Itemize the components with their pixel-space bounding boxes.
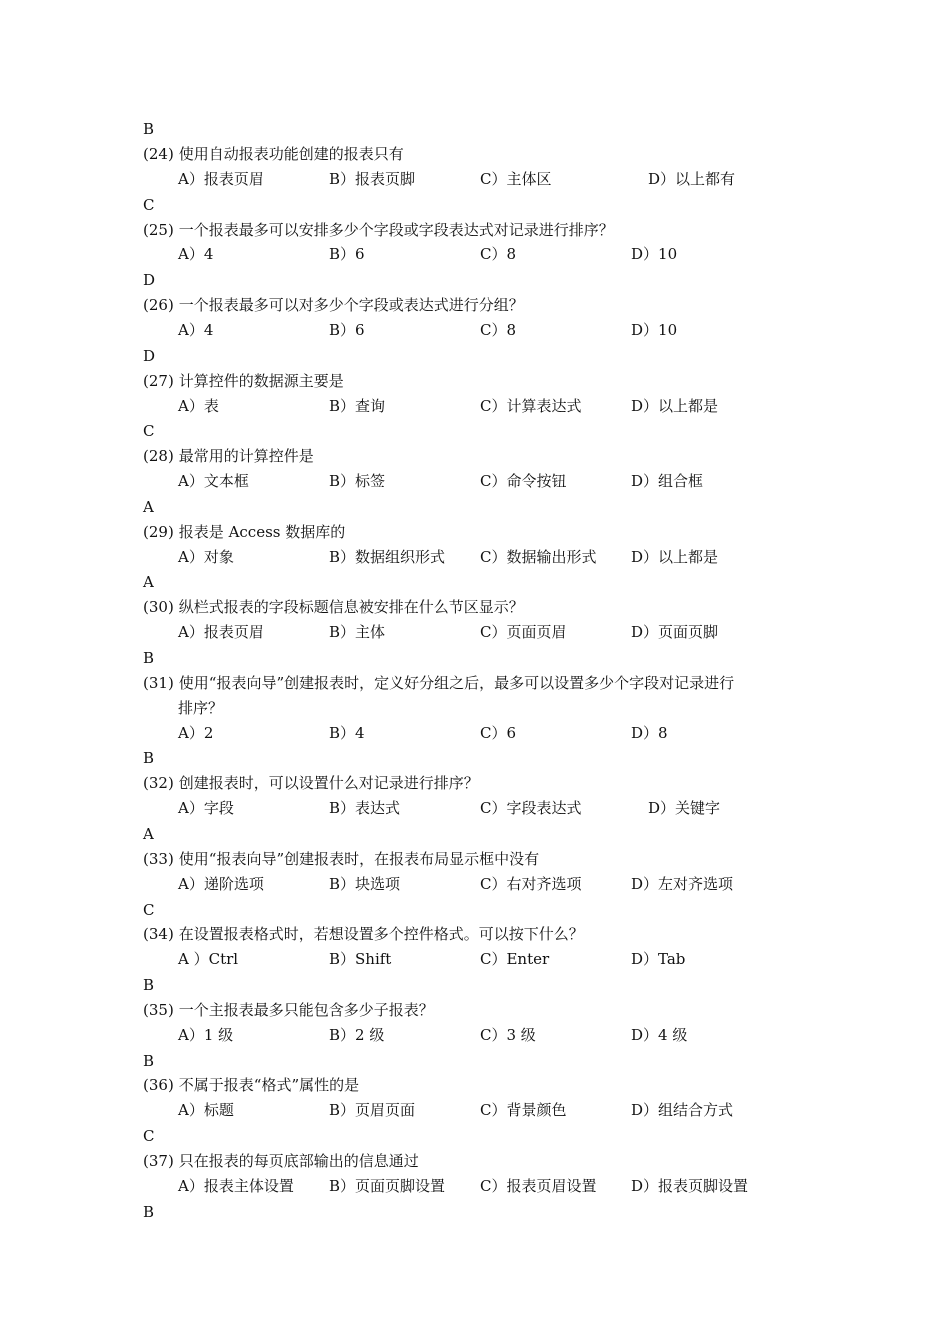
answer-line: B <box>143 649 155 667</box>
option-a: A）2 <box>178 723 214 742</box>
option-a: A）报表页眉 <box>178 623 264 642</box>
answer-line: A <box>143 497 154 516</box>
option-c: C）3 级 <box>480 1025 536 1044</box>
answer-line: D <box>143 346 156 365</box>
option-b: B）表达式 <box>329 799 401 818</box>
question-number: (26) <box>143 296 174 315</box>
question-stem <box>143 218 614 243</box>
question-number: (24) <box>143 145 174 163</box>
question-number: (29) <box>143 522 174 541</box>
option-a: A）表 <box>178 396 219 415</box>
question-number: (35) <box>143 1000 174 1019</box>
question-text: 使用“报表向导”创建报表时，在报表布局显示框中没有 <box>178 849 540 868</box>
question-stem <box>143 369 344 394</box>
option-b: B）Shift <box>329 950 392 969</box>
option-c: C）Enter <box>480 950 550 969</box>
option-d: D）Tab <box>631 950 686 969</box>
answer-line: C <box>143 195 155 214</box>
answer-line: C <box>143 900 155 919</box>
option-d: D）以上都有 <box>648 169 736 188</box>
option-c: C）8 <box>480 245 517 264</box>
question-text: 使用自动报表功能创建的报表只有 <box>178 145 404 163</box>
answer-line: A <box>143 573 154 592</box>
question-text: 在设置报表格式时，若想设置多个控件格式。可以按下什么？ <box>178 925 584 944</box>
option-a: A ）Ctrl <box>178 950 239 969</box>
answer-line: D <box>143 271 156 290</box>
question-number: (27) <box>143 371 174 390</box>
option-b: B）块选项 <box>329 874 401 893</box>
option-a: A）递阶选项 <box>178 874 264 893</box>
answer-line: B <box>143 1051 155 1070</box>
option-d: D）组结合方式 <box>631 1101 734 1120</box>
option-a: A）4 <box>178 320 214 339</box>
question-stem <box>143 771 479 796</box>
option-c: C）数据输出形式 <box>480 547 597 566</box>
option-b: B）2 级 <box>329 1025 385 1044</box>
option-d: D）10 <box>631 245 678 264</box>
option-b: B）6 <box>329 245 365 264</box>
option-a: A）文本框 <box>178 472 249 491</box>
question-stem <box>143 520 345 545</box>
question-text: 一个主报表最多只能包含多少子报表？ <box>178 1000 434 1019</box>
option-c: C）字段表达式 <box>480 799 582 818</box>
option-b: B）数据组织形式 <box>329 547 446 566</box>
question-text: 最常用的计算控件是 <box>178 447 314 466</box>
option-d: D）组合框 <box>631 472 704 491</box>
question-number: (34) <box>143 925 174 944</box>
option-b: B）页面页脚设置 <box>329 1176 446 1195</box>
option-d: D）8 <box>631 723 668 742</box>
option-d: D）关键字 <box>648 799 721 818</box>
question-stem <box>143 1149 419 1174</box>
option-c: C）背景颜色 <box>480 1101 567 1120</box>
option-d: D）页面页脚 <box>631 623 719 642</box>
question-text: 使用“报表向导”创建报表时，定义好分组之后，最多可以设置多少个字段对记录进行 <box>178 673 735 692</box>
option-a: A）字段 <box>178 799 234 818</box>
question-stem <box>143 922 584 947</box>
option-a: A）标题 <box>178 1101 234 1120</box>
option-a: A）报表主体设置 <box>178 1176 294 1195</box>
question-text-continued: 排序？ <box>178 698 224 717</box>
question-stem <box>143 998 434 1023</box>
question-stem <box>143 595 524 620</box>
question-text: 一个报表最多可以对多少个字段或表达式进行分组？ <box>178 296 524 315</box>
option-d: D）以上都是 <box>631 396 719 415</box>
option-b: B）标签 <box>329 472 386 491</box>
question-number: (36) <box>143 1076 174 1095</box>
question-number: (30) <box>143 598 174 617</box>
option-a: A）报表页眉 <box>178 169 264 188</box>
answer-line: B <box>143 1202 155 1221</box>
question-number: (37) <box>143 1152 174 1170</box>
option-b: B）4 <box>329 723 365 742</box>
question-stem <box>143 847 539 872</box>
option-a: A）对象 <box>178 547 234 566</box>
question-number: (33) <box>143 849 174 868</box>
option-c: C）计算表达式 <box>480 396 582 415</box>
option-d: D）左对齐选项 <box>631 874 734 893</box>
question-text: 一个报表最多可以安排多少个字段或字段表达式对记录进行排序？ <box>178 220 614 239</box>
question-text: 报表是 Access 数据库的 <box>178 522 346 541</box>
option-c: C）命令按钮 <box>480 472 567 491</box>
question-number: (28) <box>143 447 174 466</box>
question-text: 创建报表时，可以设置什么对记录进行排序？ <box>178 774 479 793</box>
option-c: C）右对齐选项 <box>480 874 582 893</box>
option-c: C）页面页眉 <box>480 623 567 642</box>
option-d: D）报表页脚设置 <box>631 1176 749 1195</box>
question-text: 不属于报表“格式”属性的是 <box>178 1076 360 1095</box>
option-b: B）6 <box>329 320 365 339</box>
option-d: D）10 <box>631 320 678 339</box>
question-text: 计算控件的数据源主要是 <box>178 371 344 390</box>
option-d: D）4 级 <box>631 1025 688 1044</box>
answer-line: A <box>143 824 154 843</box>
question-stem <box>143 671 734 696</box>
option-d: D）以上都是 <box>631 547 719 566</box>
answer-line: C <box>143 1127 155 1146</box>
question-text: 只在报表的每页底部输出的信息通过 <box>178 1152 419 1170</box>
question-number: (25) <box>143 220 174 239</box>
question-stem <box>143 1073 359 1098</box>
answer-line: B <box>143 749 155 768</box>
question-text: 纵栏式报表的字段标题信息被安排在什么节区显示？ <box>178 598 524 617</box>
question-stem <box>143 293 524 318</box>
question-number: (32) <box>143 774 174 793</box>
answer-line: B <box>143 120 155 138</box>
option-c: C）报表页眉设置 <box>480 1176 597 1195</box>
option-a: A）4 <box>178 245 214 264</box>
option-a: A）1 级 <box>178 1025 234 1044</box>
question-stem <box>143 444 314 469</box>
answer-line: C <box>143 422 155 441</box>
option-b: B）报表页脚 <box>329 169 416 188</box>
option-c: C）8 <box>480 320 517 339</box>
option-b: B）主体 <box>329 623 386 642</box>
question-stem <box>143 142 404 167</box>
option-b: B）查询 <box>329 396 386 415</box>
option-c: C）主体区 <box>480 169 552 188</box>
option-c: C）6 <box>480 723 517 742</box>
option-b: B）页眉页面 <box>329 1101 416 1120</box>
answer-line: B <box>143 976 155 995</box>
question-number: (31) <box>143 673 174 692</box>
